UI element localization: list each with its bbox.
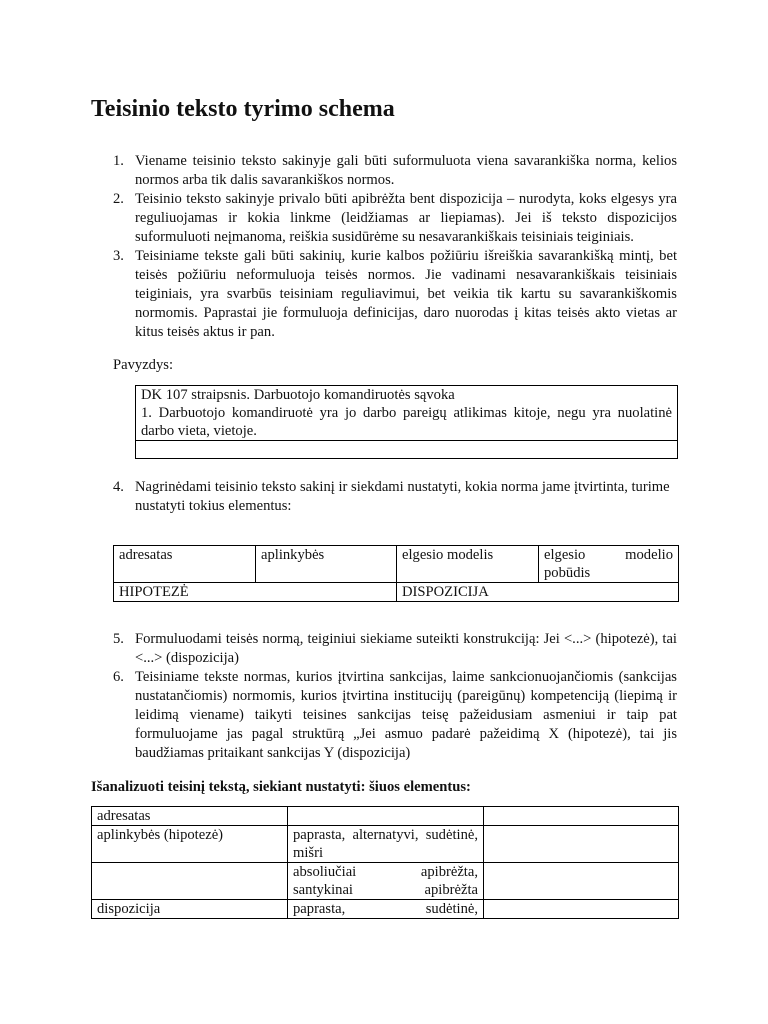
table-cell	[92, 863, 288, 900]
rules-list-continued	[113, 630, 677, 763]
table-cell	[484, 826, 679, 863]
item-text: Teisiniame tekste normas, kurios įtvirtina sankcijas, laime sankcionuojančiomis (sankcijas nustatančiomis) normomis, kurios įtvirtina institucijų (pareigūnų) kompetenciją (liepimą ir leidimą viename) taikyti teisines sankcijas teisę pažeidusiam asmeniui ir taip pat formuluojame jas pagal struktūrą „Jei asmuo padarė pažeidimą X (hipotezė), tai jis baudžiamas pritaikant sankcijas Y (dispozicija)	[135, 669, 677, 761]
table-row	[92, 826, 679, 863]
hypothesis-cell: HIPOTEZĖ	[114, 583, 397, 602]
empty-cell	[136, 441, 678, 459]
item-number: 2.	[113, 191, 124, 207]
item-number: 6.	[113, 669, 124, 685]
table-cell	[484, 807, 679, 826]
example-cell	[136, 386, 678, 441]
analysis-table	[91, 806, 679, 919]
table-cell: elgesio modelio pobūdis	[539, 546, 679, 583]
example-label: Pavyzdys:	[113, 357, 173, 373]
item-number: 1.	[113, 153, 124, 169]
table-cell: adresatas	[92, 807, 288, 826]
list-item	[113, 478, 677, 516]
item-text: Viename teisinio teksto sakinyje gali būti suformuluota viena savarankiška norma, kelios normos arba tik dalis savarankiškos normos.	[135, 153, 677, 188]
table-cell	[484, 863, 679, 900]
list-item	[113, 247, 677, 342]
list-item	[113, 152, 677, 190]
table-row	[92, 900, 679, 919]
table-cell: paprasta, sudėtinė,	[288, 900, 484, 919]
table-cell: adresatas	[114, 546, 256, 583]
table-row	[136, 386, 678, 441]
item-number: 4.	[113, 479, 124, 495]
table-row	[92, 807, 679, 826]
table-cell	[288, 807, 484, 826]
item-text: Formuluodami teisės normą, teiginiui siekiame suteikti konstrukciją: Jei <...> (hipotezė), tai <...> (dispozicija)	[135, 631, 677, 666]
table-row	[92, 863, 679, 900]
item-text: Teisiniame tekste gali būti sakinių, kurie kalbos požiūriu išreiškia savarankišką mintį, bet teisės požiūriu neformuluoja teisės normos. Jie vadinami nesavarankiškais teisiniais teiginiais, yra svarbūs teisiniam reguliavimui, bet veikia tik kartu su savarankiškomis normomis. Paprastai jie formuluoja definicijas, daro nuorodas į kitas teisės akto vietas ar kitus teisės aktus ir pan.	[135, 248, 677, 340]
item-text-continuation: nustatyti tokius elementus:	[135, 498, 292, 514]
table-cell: dispozicija	[92, 900, 288, 919]
list-item	[113, 190, 677, 247]
table-row	[114, 583, 679, 602]
example-heading: DK 107 straipsnis. Darbuotojo komandiruotės sąvoka	[141, 387, 455, 403]
elements-table	[113, 545, 679, 602]
task-heading: Išanalizuoti teisinį tekstą, siekiant nustatyti: šiuos elementus:	[91, 779, 471, 795]
item-4-list	[113, 478, 677, 516]
example-table	[135, 385, 678, 459]
list-item	[113, 668, 677, 763]
item-text: Teisinio teksto sakinyje privalo būti apibrėžta bent dispozicija – nurodyta, koks elgesys yra reguliuojamas ir kokia linkme (leidžiamas ar liepiamas). Jei iš teksto dispozicijos suformuluoti neįmanoma, reiškia susidūrėme su nesavarankiškais teisiniais teiginiais.	[135, 191, 677, 245]
item-text: Nagrinėdami teisinio teksto sakinį ir siekdami nustatyti, kokia norma jame įtvirtinta, turime	[135, 479, 670, 495]
disposition-cell: DISPOZICIJA	[397, 583, 679, 602]
table-cell: elgesio modelis	[397, 546, 539, 583]
table-cell: aplinkybės	[256, 546, 397, 583]
table-cell: paprasta, alternatyvi, sudėtinė, mišri	[288, 826, 484, 863]
item-number: 3.	[113, 248, 124, 264]
example-text: 1. Darbuotojo komandiruotė yra jo darbo pareigų atlikimas kitoje, negu yra nuolatinė darbo vieta, vietoje.	[141, 405, 672, 439]
table-cell: aplinkybės (hipotezė)	[92, 826, 288, 863]
document-title: Teisinio teksto tyrimo schema	[91, 96, 395, 122]
table-cell: absoliučiai apibrėžta, santykinai apibrėžta	[288, 863, 484, 900]
table-cell	[484, 900, 679, 919]
rules-list	[113, 152, 677, 342]
list-item	[113, 630, 677, 668]
table-row	[114, 546, 679, 583]
item-number: 5.	[113, 631, 124, 647]
table-row	[136, 441, 678, 459]
